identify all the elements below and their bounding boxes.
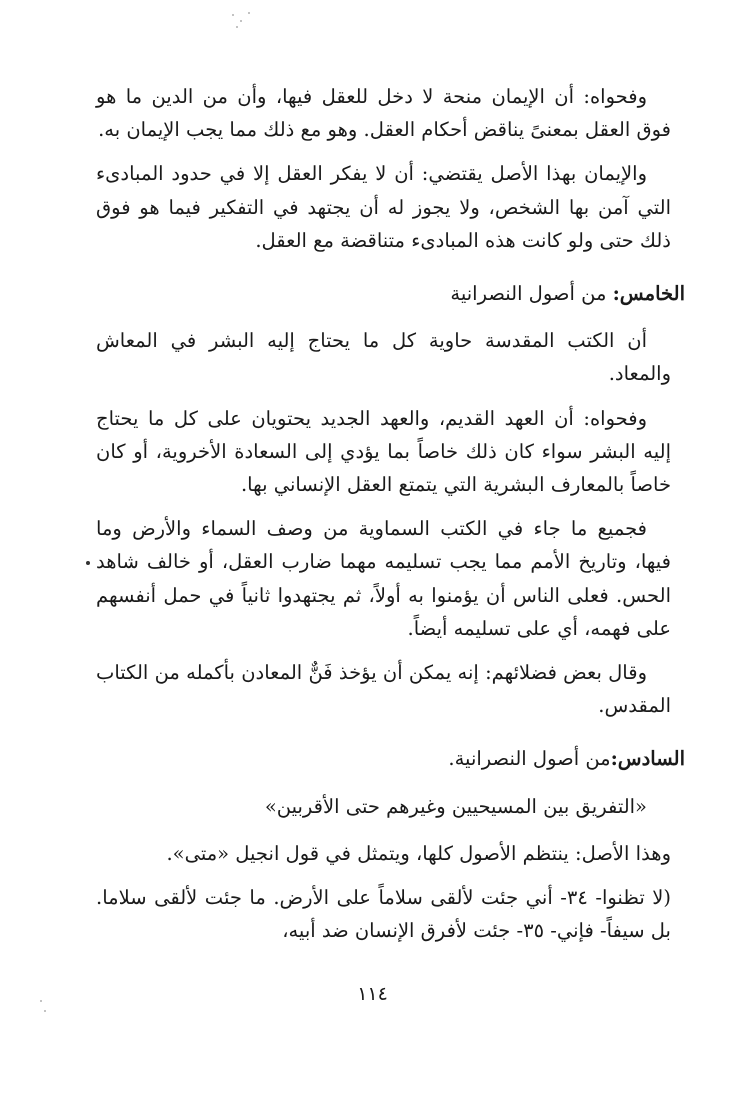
scan-speckle: [248, 12, 250, 14]
page-number: ١١٤: [357, 983, 388, 1005]
scan-speckle: [236, 26, 238, 28]
paragraph-1: وفحواه: أن الإيمان منحة لا دخل للعقل فيها، وأن من الدين ما هو فوق العقل بمعنىً يناقض أحكام العقل. وهو مع ذلك مما يجب الإيمان به.: [96, 85, 671, 142]
section-heading-5-title: من أصول النصرانية: [450, 282, 613, 306]
section6-quote: «التفريق بين المسيحيين وغيرهم حتى الأقربين»: [264, 794, 647, 818]
section5-paragraph-2: وفحواه: أن العهد القديم، والعهد الجديد يحتويان على كل ما يحتاج إليه البشر سواء كان ذلك خاصاً بما يؤدي إلى السعادة الأخروية، أو كان خاصاً بالمعارف البشرية التي يتمتع العقل الإنساني بها.: [96, 406, 671, 497]
section6-paragraph-1: وهذا الأصل: ينتظم الأصول كلها، ويتمثل في قول انجيل «متى».: [166, 841, 671, 865]
scan-speckle: [44, 1010, 46, 1012]
section-heading-5: [96, 277, 685, 310]
section-heading-6: [96, 742, 685, 775]
section-heading-6-title: من أصول النصرانية.: [448, 747, 611, 771]
scan-speckle: [240, 20, 242, 22]
section5-paragraph-1: أن الكتب المقدسة حاوية كل ما يحتاج إليه البشر في المعاش والمعاد.: [96, 329, 671, 386]
scan-speckle: [232, 14, 234, 16]
section5-paragraph-4: وقال بعض فضلائهم: إنه يمكن أن يؤخذ فَنٌّ المعادن بأكمله من الكتاب المقدس.: [96, 661, 671, 718]
section-heading-5-number: الخامس:: [612, 282, 685, 306]
section5-paragraph-3: فجميع ما جاء في الكتب السماوية من وصف السماء والأرض وما فيها، وتاريخ الأمم مما يجب تسليمه مهما ضارب العقل، أو خالف شاهد الحس. فعلى الناس أن يؤمنوا به أولاً، ثم يجتهدوا ثانياً في حمل أنفسهم على فهمه، أي على تسليمه أيضاً.: [96, 517, 671, 640]
margin-dot: [86, 561, 90, 565]
section6-paragraph-2: (لا تظنوا- ٣٤- أني جئت لألقى سلاماً على الأرض. ما جئت لألقى سلاما. بل سيفاً- فإني- ٣٥- جئت لأفرق الإنسان ضد أبيه،: [96, 886, 671, 943]
section-heading-6-number: السادس:: [610, 747, 685, 771]
page-body: [96, 80, 685, 947]
paragraph-2: والإيمان بهذا الأصل يقتضي: أن لا يفكر العقل إلا في حدود المبادىء التي آمن بها الشخص، ولا يجوز له أن يجتهد في التفكير فيما هو فوق ذلك حتى ولو كانت هذه المبادىء متناقضة مع العقل.: [96, 162, 671, 252]
